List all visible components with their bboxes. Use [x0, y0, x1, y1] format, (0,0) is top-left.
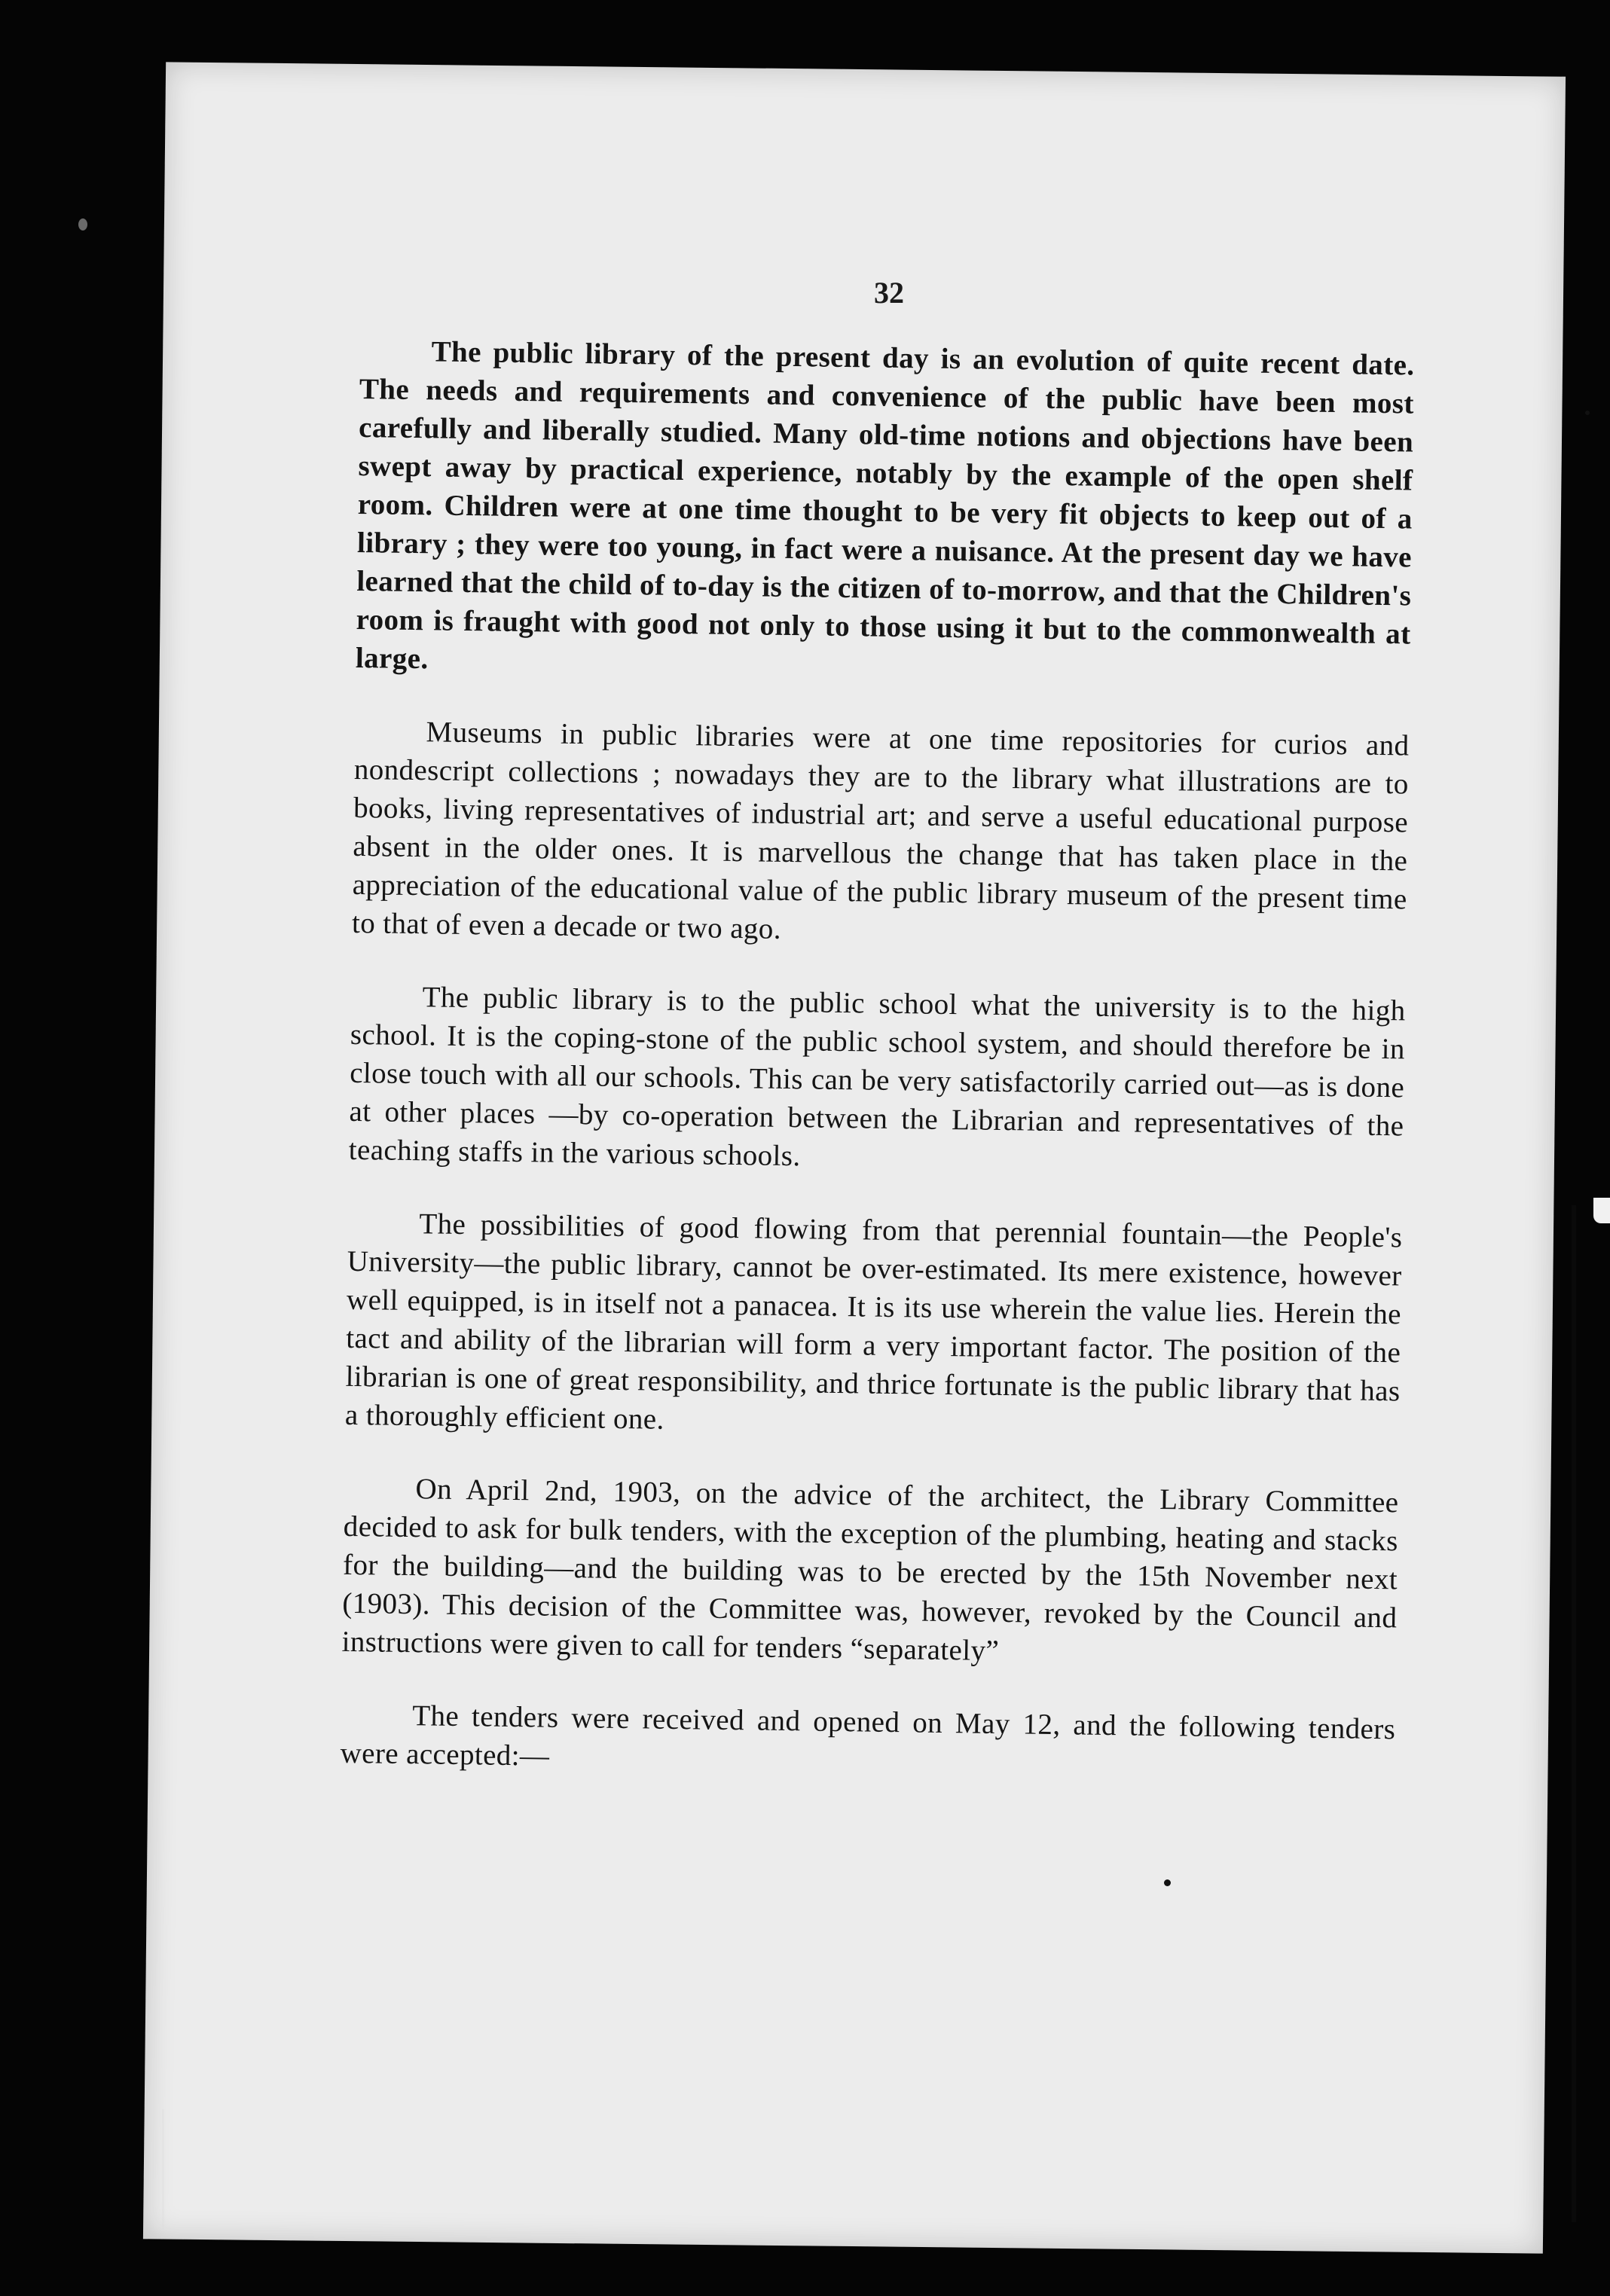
- page-number: 32: [874, 276, 904, 310]
- paragraph: The tenders were received and opened on May 12, and the following tenders were accepted:—: [340, 1699, 1396, 1772]
- paragraph: Museums in public libraries were at one time repositories for curios and nondescript collections ; nowadays they are to the library what illustrations are to books, living representatives of industrial art; and serve a useful educational purpose absent in the older ones. It is marvellous the change that has taken place in the appreciation of the educational value of the public library museum of the present time to that of even a decade or two ago.: [351, 716, 1410, 945]
- paragraph: The possibilities of good flowing from that perennial fountain—the People's University—the public library, cannot be over-estimated. Its mere existence, however well equipped, is in itself not a panacea. It is its use wherein the value lies. Herein the tact and ability of the librarian will form a very important factor. The position of the librarian is one of great responsibility, and thrice fortunate is the public library that has a thoroughly efficient one.: [344, 1208, 1403, 1436]
- page-tab: [1593, 1198, 1610, 1223]
- paragraph: On April 2nd, 1903, on the advice of the architect, the Library Committee decided to ask for bulk tenders, with the exception of the plumbing, heating and stacks for the building—and the building was to be erected by the 15th November next (1903). This decision of the Committee was, however, revoked by the Council and instructions were given to call for tenders “separately”: [341, 1473, 1399, 1668]
- paragraph: The public library is to the public school what the university is to the high school. It is the coping-stone of the public school system, and should therefore be in close touch with all our schools. This can be very satisfactorily carried out—as is done at other places —by co-operation between the Librarian and representatives of the teaching staffs in the various schools.: [348, 981, 1406, 1173]
- speck: [1164, 1879, 1171, 1886]
- paragraph: The public library of the present day is an evolution of quite recent date. The needs and requirements and convenience of the public have been most carefully and liberally studied. Many old-time notions and objections have been swept away by practical experience, notably by the example of the open shelf room. Children were at one time thought to be very fit objects to keep out of a library ; they were too young, in fact were a nuisance. At the present day we have learned that the child of to-day is the citizen of to-morrow, and that the Children's room is fraught with good not only to those using it but to the commonwealth at large.: [355, 335, 1415, 676]
- stacked-page-edge: [162, 2109, 1550, 2230]
- speck: [1585, 411, 1590, 415]
- binding-edge: [1572, 1205, 1576, 2222]
- body-text: [340, 331, 1415, 1821]
- scan-mark: [78, 218, 87, 231]
